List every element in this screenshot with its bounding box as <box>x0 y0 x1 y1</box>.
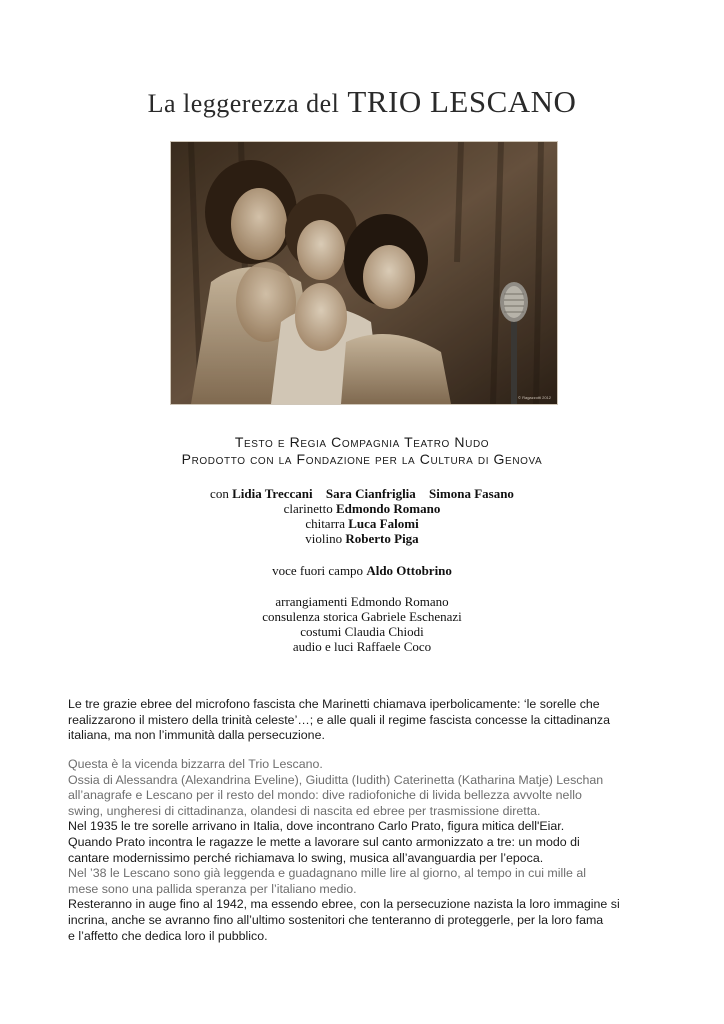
costumi-line: costumi Claudia Chiodi <box>300 624 424 639</box>
chitarra-line <box>0 516 724 532</box>
con-label: con <box>210 486 229 501</box>
story-line-6: Quando Prato incontra le ragazze le mette a lavorare sul canto armonizzato a tre: un modo di <box>68 834 580 849</box>
chitarra-label: chitarra <box>305 516 346 531</box>
arrangiamenti-line: arrangiamenti Edmondo Romano <box>275 594 449 609</box>
intro-paragraph <box>68 697 664 744</box>
intro-line-3: italiana, ma non l’immunità dalla persecuzione. <box>68 728 325 743</box>
production-line-1: Testo e Regia Compagnia Teatro Nudo <box>234 434 490 450</box>
actor-3: Simona Fasano <box>429 486 514 501</box>
title-prefix: La leggerezza del <box>147 89 340 118</box>
intro-line-2: realizzarono il mistero della trinità celeste’…; e alle quali il regime fascista concesse la cittadinanza <box>68 712 610 727</box>
production-line-2: Prodotto con la Fondazione per la Cultura di Genova <box>181 451 543 467</box>
story-line-4: swing, ungheresi di cittadinanza, olandesi di nascita ed ebree per trasmissione diretta. <box>68 803 541 818</box>
story-line-5: Nel 1935 le tre sorelle arrivano in Italia, dove incontrano Carlo Prato, figura mitica dell'Eiar. <box>68 819 565 834</box>
page-title <box>0 84 724 120</box>
story-line-1: Questa è la vicenda bizzarra del Trio Lescano. <box>68 757 323 771</box>
cast-line <box>0 486 724 502</box>
title-main: TRIO LESCANO <box>347 84 577 119</box>
actor-2: Sara Cianfriglia <box>325 486 416 501</box>
story-line-9: mese sono una pallida speranza per l’italiano medio. <box>68 881 357 896</box>
clarinetto-label: clarinetto <box>283 501 333 516</box>
story-line-11: incrina, anche se avranno fino all’ultimo sostenitori che tenteranno di proteggerle, per la loro fama <box>68 912 604 927</box>
voce-name: Aldo Ottobrino <box>366 563 452 578</box>
violino-line <box>0 531 724 547</box>
voce-label: voce fuori campo <box>272 563 364 578</box>
violino-label: violino <box>305 531 343 546</box>
story-paragraph <box>68 757 664 944</box>
consulenza-line: consulenza storica Gabriele Eschenazi <box>262 609 462 624</box>
story-line-7: cantare modernissimo perché richiamava lo swing, musica all’avanguardia per l’epoca. <box>68 850 544 865</box>
story-line-10: Resteranno in auge fino al 1942, ma essendo ebree, con la persecuzione nazista la loro immagine si <box>68 897 620 912</box>
intro-line-1: Le tre grazie ebree del microfono fascista che Marinetti chiamava iperbolicamente: ‘le sorelle che <box>68 697 600 711</box>
story-line-3: all’anagrafe e Lescano per il resto del mondo: dive radiofoniche di livida bellezza avvolte nello <box>68 788 582 803</box>
violino-name: Roberto Piga <box>345 531 419 546</box>
chitarra-name: Luca Falomi <box>348 516 419 531</box>
photo-credit: © Ragazzotti 2012 <box>518 395 551 400</box>
story-line-8: Nel ’38 le Lescano sono già leggenda e guadagnano mille lire al giorno, al tempo in cui mille al <box>68 866 586 881</box>
clarinetto-name: Edmondo Romano <box>335 501 441 516</box>
three-women-singing-microphone-photo <box>171 142 557 404</box>
voce-line <box>0 563 724 579</box>
clarinetto-line <box>0 501 724 517</box>
story-line-12: e l’affetto che dedica loro il pubblico. <box>68 928 268 943</box>
audio-line: audio e luci Raffaele Coco <box>292 639 432 654</box>
story-line-2: Ossia di Alessandra (Alexandrina Eveline), Giuditta (Iudith) Caterinetta (Katharina Matje) Leschan <box>68 772 604 787</box>
trio-photo <box>170 141 558 405</box>
actor-1: Lidia Treccani <box>232 486 313 501</box>
